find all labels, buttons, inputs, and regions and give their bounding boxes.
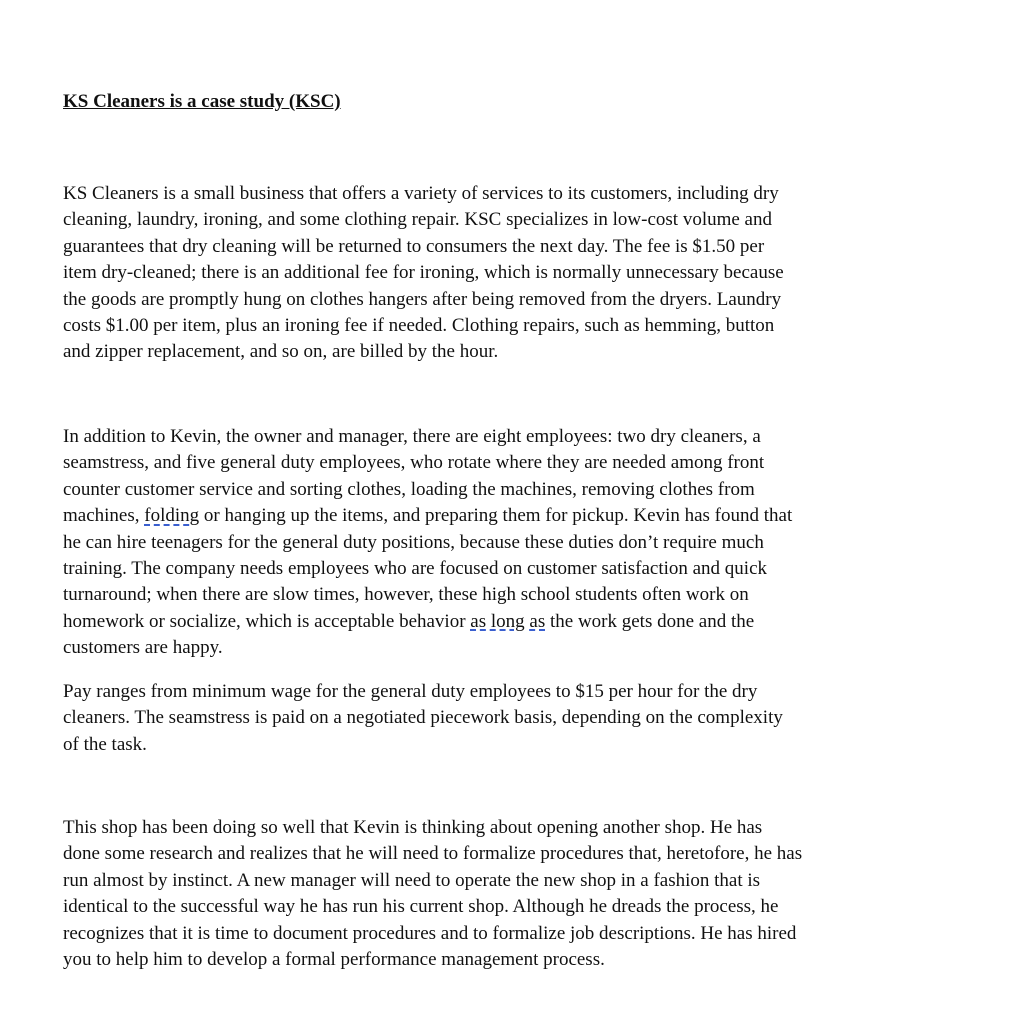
text-line: cleaners. The seamstress is paid on a negotiated piecework basis, depending on the complexity bbox=[63, 707, 783, 729]
text-line bbox=[63, 609, 792, 635]
text-line: and zipper replacement, and so on, are billed by the hour. bbox=[63, 341, 499, 363]
text-segment: the work gets done and the bbox=[545, 610, 755, 632]
text-line: done some research and realizes that he will need to formalize procedures that, heretofore, he has bbox=[63, 843, 803, 865]
paragraph-expansion bbox=[63, 815, 802, 973]
text-line: This shop has been doing so well that Kevin is thinking about opening another shop. He has bbox=[63, 817, 763, 838]
paragraph-services bbox=[63, 181, 784, 366]
text-line: cleaning, laundry, ironing, and some clothing repair. KSC specializes in low-cost volume and bbox=[63, 209, 772, 231]
text-line: the goods are promptly hung on clothes hangers after being removed from the dryers. Laundry bbox=[63, 288, 782, 310]
text-line: costs $1.00 per item, plus an ironing fee if needed. Clothing repairs, such as hemming, button bbox=[63, 315, 775, 337]
document-title: KS Cleaners is a case study (KSC) bbox=[63, 91, 341, 112]
text-line: guarantees that dry cleaning will be returned to consumers the next day. The fee is $1.50 per bbox=[63, 235, 765, 257]
paragraph-employees bbox=[63, 424, 792, 662]
text-segment: homework or socialize, which is acceptable behavior bbox=[63, 610, 471, 632]
text-line: Pay ranges from minimum wage for the general duty employees to $15 per hour for the dry bbox=[63, 681, 758, 702]
text-segment: machines, bbox=[63, 505, 145, 527]
text-line: counter customer service and sorting clothes, loading the machines, removing clothes from bbox=[63, 478, 755, 500]
text-segment: or hanging up the items, and preparing them for pickup. Kevin has found that bbox=[199, 505, 793, 527]
text-line: he can hire teenagers for the general duty positions, because these duties don’t require much bbox=[63, 531, 764, 553]
text-line: KS Cleaners is a small business that offers a variety of services to its customers, including dry bbox=[63, 183, 779, 204]
grammar-suggestion-underline[interactable]: folding bbox=[144, 505, 200, 527]
grammar-suggestion-underline[interactable]: as long as bbox=[470, 610, 546, 632]
paragraph-pay bbox=[63, 679, 783, 758]
text-line: of the task. bbox=[63, 733, 147, 755]
text-line bbox=[63, 503, 792, 529]
text-line: identical to the successful way he has run his current shop. Although he dreads the process, he bbox=[63, 896, 779, 918]
text-line: run almost by instinct. A new manager will need to operate the new shop in a fashion that is bbox=[63, 869, 761, 891]
text-line: you to help him to develop a formal performance management process. bbox=[63, 949, 605, 971]
text-line: turnaround; when there are slow times, however, these high school students often work on bbox=[63, 584, 749, 606]
text-line: item dry-cleaned; there is an additional fee for ironing, which is normally unnecessary because bbox=[63, 262, 784, 284]
text-line: training. The company needs employees who are focused on customer satisfaction and quick bbox=[63, 558, 768, 580]
text-line: recognizes that it is time to document procedures and to formalize job descriptions. He has hired bbox=[63, 922, 797, 944]
text-line: seamstress, and five general duty employees, who rotate where they are needed among front bbox=[63, 452, 765, 474]
text-line: customers are happy. bbox=[63, 637, 223, 659]
text-line: In addition to Kevin, the owner and manager, there are eight employees: two dry cleaners, a bbox=[63, 426, 761, 447]
